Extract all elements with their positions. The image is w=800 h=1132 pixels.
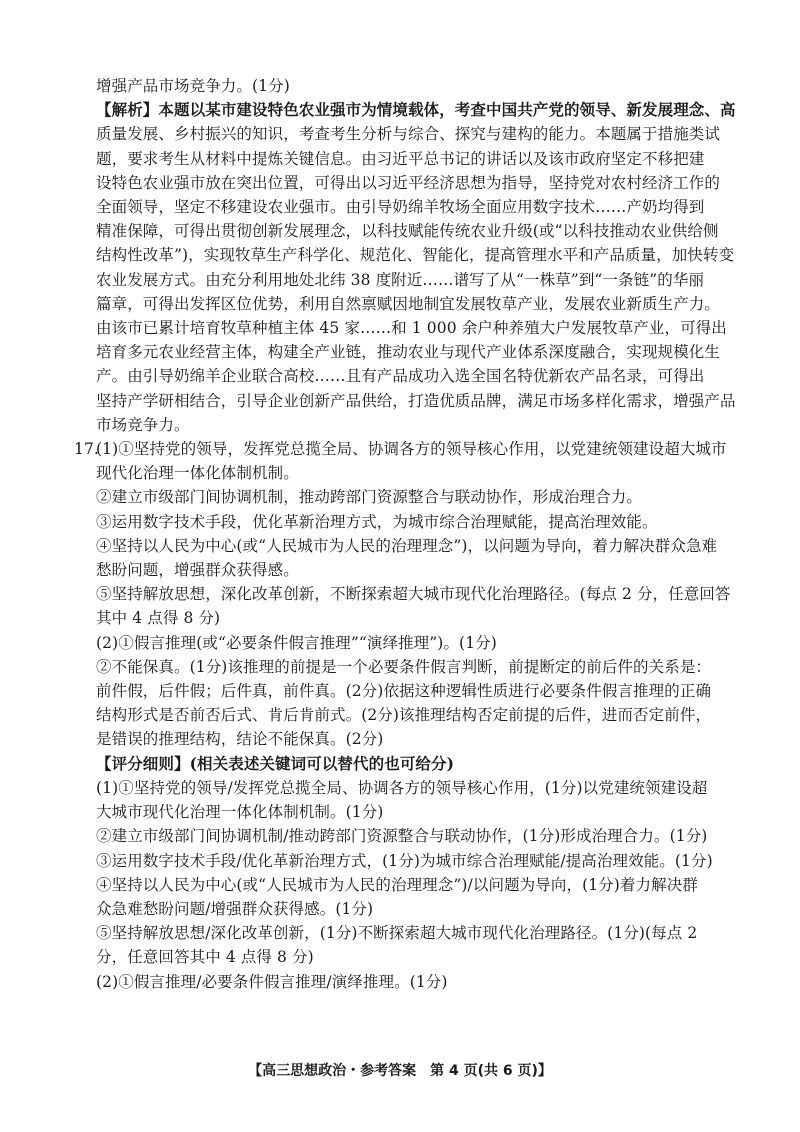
text-line: 设特色农业强市放在突出位置，可得出以习近平经济思想为指导，坚持党对农村经济工作的 bbox=[96, 173, 721, 192]
text-line: (2)①假言推理/必要条件假言推理/演绎推理。(1分) bbox=[96, 972, 448, 991]
text-line: (1)①坚持党的领导，发挥党总揽全局、协调各方的领导核心作用，以党建统领建设超大城市 bbox=[96, 440, 727, 459]
text-line: ⑤坚持解放思想，深化改革创新，不断探索超大城市现代化治理路径。(每点 2 分，任意回答 bbox=[96, 585, 731, 604]
text-line: ④坚持以人民为中心(或“人民城市为人民的治理理念”)，以问题为导向，着力解决群众急难 bbox=[96, 536, 718, 555]
text-line: 分，任意回答其中 4 点得 8 分) bbox=[96, 948, 314, 967]
text-line: 其中 4 点得 8 分) bbox=[96, 609, 221, 628]
text-line: ②建立市级部门间协调机制，推动跨部门资源整合与联动协作，形成治理合力。 bbox=[96, 488, 643, 507]
analysis-heading-line: 【解析】本题以某市建设特色农业强市为情境载体，考查中国共产党的领导、新发展理念、高 bbox=[96, 100, 736, 120]
analysis-block bbox=[96, 74, 736, 437]
text-line: 结构性改革”)，实现牧草生产科学化、规范化、智能化，提高管理水平和产品质量，加快转变 bbox=[96, 246, 735, 265]
text-line: 全面领导，坚定不移建设农业强市。由引导奶绵羊牧场全面应用数字技术……产奶均得到 bbox=[96, 198, 705, 217]
scoring-heading-line: 【评分细则】(相关表述关键词可以替代的也可给分) bbox=[96, 753, 455, 773]
text-line: 产。由引导奶绵羊企业联合高校……且有产品成功入选全国名特优新农产品名录，可得出 bbox=[96, 367, 705, 386]
text-line: ③运用数字技术手段/优化革新治理方式，(1分)为城市综合治理赋能/提高治理效能。(1分) bbox=[96, 851, 713, 870]
question-number: 17. bbox=[74, 440, 99, 459]
text-line: (2)①假言推理(或“必要条件假言推理”“演绎推理”)。(1分) bbox=[96, 633, 497, 652]
text-line: 前件假，后件假；后件真，前件真。(2分)依据这种逻辑性质进行必要条件假言推理的正确 bbox=[96, 682, 712, 701]
text-line: 愁盼问题，增强群众获得感。 bbox=[96, 561, 299, 580]
text-line: ④坚持以人民为中心(或“人民城市为人民的治理理念”)/以问题为导向，(1分)着力解决群 bbox=[96, 875, 698, 894]
text-line: ⑤坚持解放思想/深化改革创新，(1分)不断探索超大城市现代化治理路径。(1分)(每点 2 bbox=[96, 924, 698, 943]
text-line: ②建立市级部门间协调机制/推动跨部门资源整合与联动协作，(1分)形成治理合力。(1分) bbox=[96, 827, 708, 846]
text-line: 大城市现代化治理一体化体制机制。(1分) bbox=[96, 803, 384, 822]
text-line: 众急难愁盼问题/增强群众获得感。(1分) bbox=[96, 899, 374, 918]
text-line: 篇章，可得出发挥区位优势，利用自然禀赋因地制宜发展牧草产业，发展农业新质生产力。 bbox=[96, 294, 721, 313]
text-line: 是错误的推理结构，结论不能保真。(2分) bbox=[96, 730, 384, 749]
text-line: 增强产品市场竞争力。(1分) bbox=[96, 77, 290, 95]
text-line: ②不能保真。(1分)该推理的前提是一个必要条件假言判断，前提断定的前后件的关系是： bbox=[96, 657, 712, 676]
text-line: 精准保障，可得出贯彻创新发展理念，以科技赋能传统农业升级(或“以科技推动农业供给侧 bbox=[96, 222, 719, 241]
text-line: 题，要求考生从材料中提炼关键信息。由习近平总书记的讲话以及该市政府坚定不移把建 bbox=[96, 149, 705, 168]
text-line: 培育多元农业经营主体，构建全产业链，推动农业与现代产业体系深度融合，实现规模化生 bbox=[96, 343, 721, 362]
question-17 bbox=[74, 437, 731, 994]
text-line: 坚持产学研相结合，引导企业创新产品供给，打造优质品牌，满足市场多样化需求，增强产品 bbox=[96, 391, 736, 410]
text-line: (1)①坚持党的领导/发挥党总揽全局、协调各方的领导核心作用，(1分)以党建统领建设超 bbox=[96, 778, 708, 797]
text-line: ③运用数字技术手段，优化革新治理方式，为城市综合治理赋能，提高治理效能。 bbox=[96, 512, 658, 531]
text-line: 市场竞争力。 bbox=[96, 415, 190, 434]
text-line: 质量发展、乡村振兴的知识，考查考生分析与综合、探究与建构的能力。本题属于措施类试 bbox=[96, 125, 721, 144]
page-footer: 【高三思想政治・参考答案 第 4 页(共 6 页)】 bbox=[248, 1063, 552, 1079]
text-line: 现代化治理一体化体制机制。 bbox=[96, 464, 299, 483]
text-line: 结构形式是否前否后式、肯后肯前式。(2分)该推理结构否定前提的后件，进而否定前件， bbox=[96, 706, 712, 725]
text-line: 农业发展方式。由充分利用地处北纬 38 度附近……谱写了从“一株草”到“一条链”的华丽 bbox=[96, 270, 705, 289]
text-line: 由该市已累计培育牧草种植主体 45 家……和 1 000 余户种养殖大户发展牧草产业，可得出 bbox=[96, 319, 727, 338]
